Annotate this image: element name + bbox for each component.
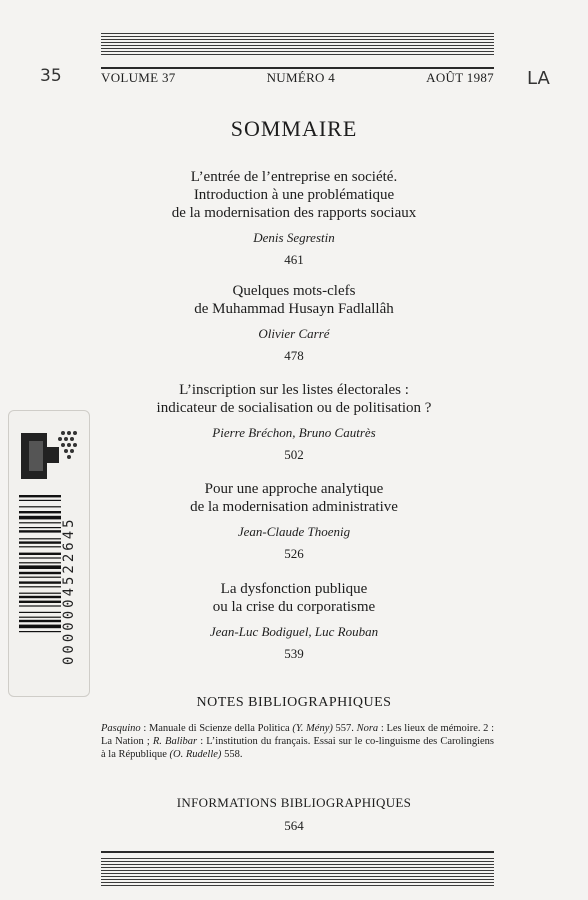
footer-rule <box>101 851 494 853</box>
toc-entry-1 <box>0 168 588 268</box>
article-page: 461 <box>284 252 304 267</box>
article-author: Denis Segrestin <box>253 230 335 245</box>
issue-number: NUMÉRO 4 <box>266 70 336 85</box>
notes-text-run: R. Balibar <box>152 736 198 747</box>
notes-text-run: Nora <box>356 723 379 734</box>
barcode-icon <box>19 493 61 689</box>
bottom-rule-block <box>101 858 494 888</box>
notes-text-run: (O. Rudelle) <box>169 749 222 760</box>
volume-label: VOLUME 37 <box>101 70 176 85</box>
article-author: Jean-Luc Bodiguel, Luc Rouban <box>209 624 379 639</box>
toc-entry-2 <box>0 282 588 364</box>
article-page: 539 <box>284 646 304 661</box>
issue-date: AOÛT 1987 <box>426 70 494 85</box>
notes-text-run: (Y. Mény) <box>292 723 333 734</box>
article-author: Jean-Claude Thoenig <box>237 524 351 539</box>
masthead <box>101 70 494 86</box>
notes-text <box>101 722 494 761</box>
article-title: Pour une approche analytique de la modernisation administrative <box>190 481 398 515</box>
masthead-rule <box>101 67 494 69</box>
article-title: L’entrée de l’entreprise en société. Introduction à une problématique de la modernisation des rapports sociaux <box>171 169 417 221</box>
article-title: Quelques mots-clefs de Muhammad Husayn Fadlallâh <box>194 283 394 317</box>
notes-text-run: Pasquino <box>101 723 141 734</box>
article-page: 478 <box>284 348 304 363</box>
top-rule-block <box>101 33 494 57</box>
notes-text-run: : Manuale di Scienze della Politica <box>140 723 293 734</box>
notes-text-run: : Les lieux de mémoire. 2 : La Nation ; <box>101 723 495 747</box>
article-author: Pierre Bréchon, Bruno Cautrès <box>212 425 376 440</box>
handwritten-note-left: 35 <box>40 66 62 86</box>
article-title: La dysfonction publique ou la crise du corporatisme <box>212 581 376 615</box>
informations-page: 564 <box>284 818 304 833</box>
article-page: 526 <box>284 546 304 561</box>
notes-heading: NOTES BIBLIOGRAPHIQUES <box>196 695 392 710</box>
informations-heading: INFORMATIONS BIBLIOGRAPHIQUES <box>176 795 412 810</box>
notes-text-run: 558. <box>221 749 243 760</box>
notes-text-run: 557. <box>332 723 357 734</box>
page-title: SOMMAIRE <box>230 116 358 141</box>
article-author: Olivier Carré <box>258 326 330 341</box>
article-title: L’inscription sur les listes électorales : indicateur de socialisation ou de politisation ? <box>156 382 432 416</box>
library-logo-icon <box>19 425 79 485</box>
handwritten-note-right: LA <box>527 68 550 89</box>
notes-text-run: : L’institution du français. Essai sur le co-linguisme des Carolingiens à la République <box>101 736 495 760</box>
library-sticker <box>8 410 90 697</box>
barcode-number: 0000004522645 <box>61 516 77 666</box>
article-page: 502 <box>284 447 304 462</box>
